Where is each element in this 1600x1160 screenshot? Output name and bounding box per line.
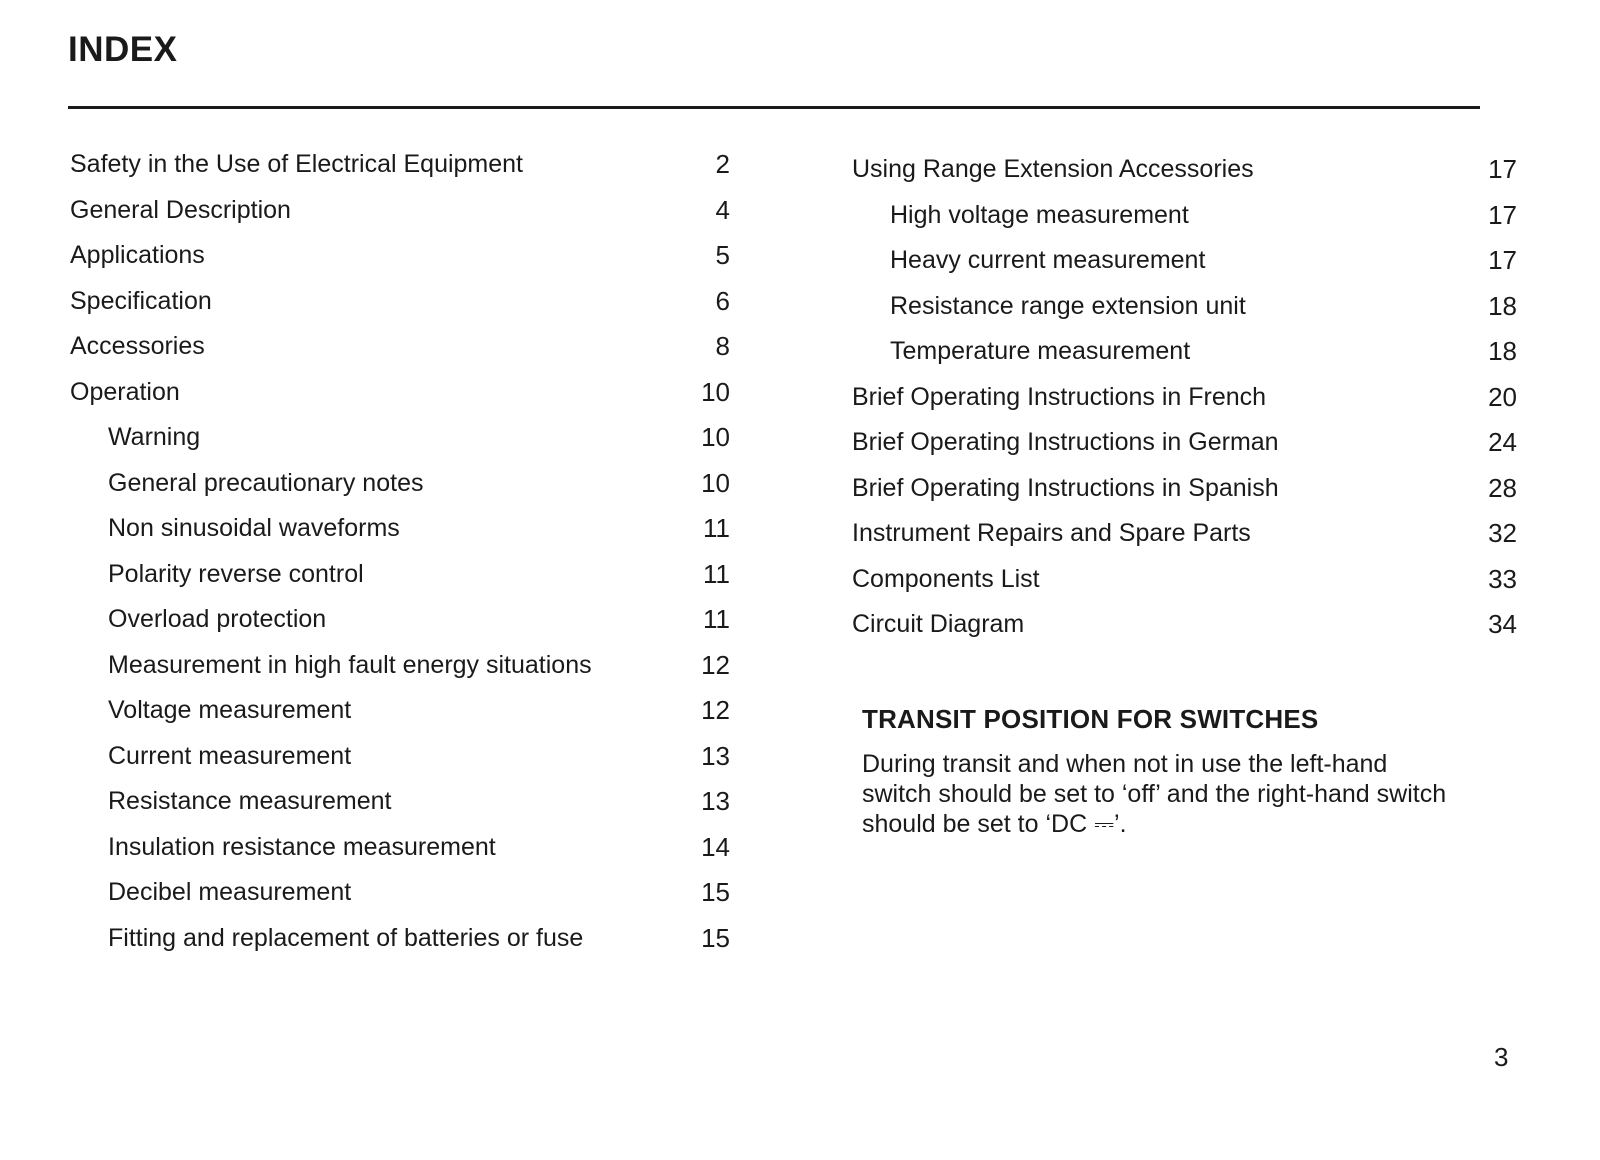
index-subentry xyxy=(70,919,730,965)
index-subentry xyxy=(852,287,1517,333)
entry-page: 14 xyxy=(701,831,730,862)
entry-page: 18 xyxy=(1488,290,1517,321)
entry-label: Polarity reverse control xyxy=(108,559,364,588)
transit-heading: TRANSIT POSITION FOR SWITCHES xyxy=(862,704,1319,734)
index-entry xyxy=(852,378,1517,424)
index-subentry xyxy=(852,332,1517,378)
index-entry xyxy=(70,373,730,419)
entry-page: 15 xyxy=(701,877,730,907)
entry-label: Non sinusoidal waveforms xyxy=(108,514,400,542)
transit-section xyxy=(862,704,1537,839)
entry-label: Warning xyxy=(108,423,201,451)
entry-label: General precautionary notes xyxy=(108,468,424,497)
entry-label: High voltage measurement xyxy=(890,200,1189,229)
entry-label: Using Range Extension Accessories xyxy=(852,155,1254,183)
entry-label: Brief Operating Instructions in Spanish xyxy=(852,473,1279,502)
entry-page: 17 xyxy=(1488,199,1517,230)
entry-page: 8 xyxy=(715,331,730,361)
entry-page: 11 xyxy=(703,513,730,543)
entry-page: 20 xyxy=(1488,381,1517,412)
entry-label: Brief Operating Instructions in French xyxy=(852,382,1267,411)
index-subentry xyxy=(70,782,730,828)
index-subentry xyxy=(70,418,730,464)
entry-page: 32 xyxy=(1488,518,1517,548)
entry-page: 13 xyxy=(701,786,730,816)
entry-page: 34 xyxy=(1488,609,1517,639)
entry-page: 15 xyxy=(701,922,730,953)
entry-label: Heavy current measurement xyxy=(890,246,1206,274)
index-entry xyxy=(852,469,1517,515)
entry-page: 17 xyxy=(1488,154,1517,184)
index-entry xyxy=(70,327,730,373)
entry-page: 5 xyxy=(715,240,730,270)
entry-page: 4 xyxy=(715,194,730,225)
index-subentry xyxy=(70,737,730,783)
transit-text xyxy=(862,749,1537,839)
index-entry xyxy=(70,191,730,237)
entry-page: 10 xyxy=(701,467,730,498)
title-divider xyxy=(68,106,1480,109)
entry-page: 10 xyxy=(701,376,730,407)
index-subentry xyxy=(70,691,730,737)
entry-label: Resistance measurement xyxy=(108,787,392,815)
index-right-column xyxy=(852,150,1517,651)
entry-label: Measurement in high fault energy situations xyxy=(108,650,592,679)
entry-page: 18 xyxy=(1488,336,1517,366)
entry-label: General Description xyxy=(70,195,291,224)
index-subentry xyxy=(70,555,730,601)
index-entry xyxy=(852,514,1517,560)
index-entry xyxy=(70,282,730,328)
entry-label: Components List xyxy=(852,564,1040,593)
entry-page: 2 xyxy=(715,149,730,179)
index-entry xyxy=(70,145,730,191)
entry-page: 33 xyxy=(1488,563,1517,594)
entry-label: Resistance range extension unit xyxy=(890,291,1246,320)
index-left-column xyxy=(70,145,730,964)
index-entry xyxy=(852,560,1517,606)
index-subentry xyxy=(70,873,730,919)
index-subentry xyxy=(70,509,730,555)
entry-page: 24 xyxy=(1488,427,1517,457)
entry-label: Brief Operating Instructions in German xyxy=(852,428,1279,456)
entry-page: 11 xyxy=(703,558,730,589)
entry-label: Overload protection xyxy=(108,605,327,633)
entry-page: 11 xyxy=(703,604,730,634)
index-subentry xyxy=(70,464,730,510)
entry-label: Specification xyxy=(70,286,212,315)
transit-line: should be set to ‘DC ⎓’. xyxy=(862,810,1127,838)
index-entry xyxy=(70,236,730,282)
index-entry xyxy=(852,423,1517,469)
index-subentry xyxy=(70,600,730,646)
index-entry xyxy=(852,605,1517,651)
page-title: INDEX xyxy=(68,30,178,69)
entry-page: 13 xyxy=(701,740,730,771)
entry-label: Insulation resistance measurement xyxy=(108,832,496,861)
entry-page: 6 xyxy=(715,285,730,316)
entry-page: 28 xyxy=(1488,472,1517,503)
entry-page: 17 xyxy=(1488,245,1517,275)
entry-label: Decibel measurement xyxy=(108,878,352,906)
transit-line: During transit and when not in use the left-hand xyxy=(862,750,1388,778)
entry-page: 12 xyxy=(701,649,730,680)
entry-label: Circuit Diagram xyxy=(852,610,1025,638)
entry-page: 10 xyxy=(701,422,730,452)
entry-label: Accessories xyxy=(70,332,205,360)
index-subentry xyxy=(852,241,1517,287)
page-number: 3 xyxy=(1494,1042,1509,1072)
entry-page: 12 xyxy=(701,695,730,725)
entry-label: Operation xyxy=(70,377,180,406)
index-subentry xyxy=(70,646,730,692)
entry-label: Applications xyxy=(70,241,205,269)
entry-label: Temperature measurement xyxy=(890,337,1191,365)
entry-label: Current measurement xyxy=(108,741,352,770)
index-entry xyxy=(852,150,1517,196)
index-subentry xyxy=(852,196,1517,242)
entry-label: Instrument Repairs and Spare Parts xyxy=(852,519,1251,547)
index-subentry xyxy=(70,828,730,874)
entry-label: Safety in the Use of Electrical Equipment xyxy=(70,150,524,178)
entry-label: Fitting and replacement of batteries or fuse xyxy=(108,923,584,952)
entry-label: Voltage measurement xyxy=(108,696,352,724)
transit-line: switch should be set to ‘off’ and the right-hand switch xyxy=(862,780,1447,808)
